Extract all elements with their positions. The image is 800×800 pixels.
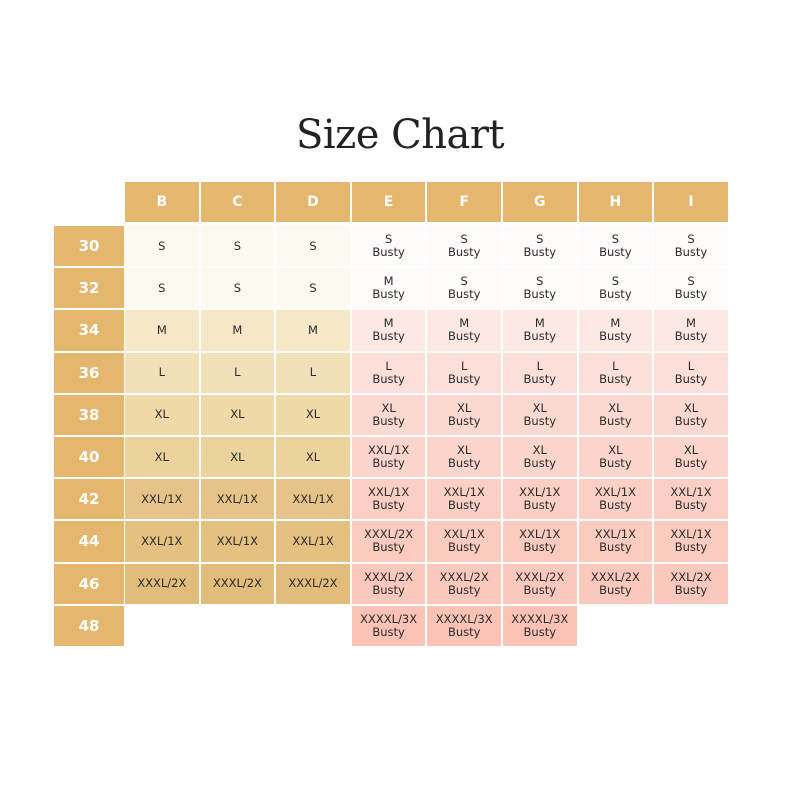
size-cell bbox=[276, 479, 350, 519]
size-cell bbox=[579, 268, 653, 308]
busty-label: Busty bbox=[523, 329, 557, 344]
size-label: S bbox=[687, 274, 695, 289]
size-cell bbox=[352, 268, 426, 308]
size-label: XXL/1X bbox=[443, 527, 485, 542]
size-cell bbox=[276, 353, 350, 393]
size-cell bbox=[503, 564, 577, 604]
size-cell bbox=[201, 437, 275, 477]
size-cell bbox=[201, 268, 275, 308]
size-label: M bbox=[308, 322, 318, 337]
size-cell bbox=[654, 564, 728, 604]
size-label: XXL/1X bbox=[216, 533, 258, 548]
busty-label: Busty bbox=[447, 624, 481, 639]
size-label: XXXL/2X bbox=[364, 527, 414, 542]
size-cell bbox=[125, 310, 199, 350]
row-header-32: 32 bbox=[54, 268, 124, 308]
size-label: M bbox=[534, 316, 545, 331]
size-cell bbox=[125, 437, 199, 477]
busty-label: Busty bbox=[372, 624, 405, 639]
size-label: M bbox=[459, 316, 470, 331]
size-cell bbox=[427, 268, 501, 308]
column-header-d: D bbox=[276, 182, 350, 222]
size-label: S bbox=[233, 280, 242, 295]
size-label: XXXL/2X bbox=[288, 576, 338, 591]
size-cell bbox=[352, 606, 426, 646]
size-cell bbox=[352, 437, 426, 477]
busty-label: Busty bbox=[447, 456, 481, 471]
busty-label: Busty bbox=[674, 371, 708, 386]
column-header-g: G bbox=[503, 182, 577, 222]
busty-label: Busty bbox=[599, 371, 632, 386]
size-label: M bbox=[232, 322, 243, 337]
size-label: S bbox=[611, 274, 620, 289]
size-cell bbox=[352, 479, 426, 519]
size-cell bbox=[654, 437, 728, 477]
size-cell bbox=[503, 310, 577, 350]
size-label: XL bbox=[457, 443, 472, 458]
size-cell bbox=[276, 395, 350, 435]
busty-label: Busty bbox=[372, 498, 405, 513]
size-label: S bbox=[233, 238, 242, 253]
size-label: XL bbox=[683, 400, 699, 415]
size-cell bbox=[427, 226, 501, 266]
column-header-b: B bbox=[125, 182, 199, 222]
size-label: S bbox=[687, 232, 695, 247]
size-cell bbox=[427, 479, 501, 519]
size-label: XXXL/2X bbox=[439, 569, 489, 584]
size-label: XXXXL/3X bbox=[511, 611, 569, 626]
size-label: XXXXL/3X bbox=[435, 611, 493, 626]
size-cell bbox=[276, 521, 350, 561]
size-cell bbox=[503, 395, 577, 435]
size-cell bbox=[125, 479, 199, 519]
busty-label: Busty bbox=[674, 245, 708, 260]
busty-label: Busty bbox=[599, 287, 632, 302]
size-label: XXL/1X bbox=[292, 491, 334, 506]
size-label: XL bbox=[154, 449, 169, 464]
size-label: XXL/1X bbox=[594, 485, 636, 500]
size-cell bbox=[125, 226, 199, 266]
busty-label: Busty bbox=[523, 540, 557, 555]
size-label: S bbox=[536, 232, 544, 247]
busty-label: Busty bbox=[599, 413, 632, 428]
busty-label: Busty bbox=[523, 287, 557, 302]
size-cell bbox=[503, 437, 577, 477]
size-cell bbox=[503, 521, 577, 561]
size-label: L bbox=[612, 358, 619, 373]
row-header-44: 44 bbox=[54, 521, 124, 561]
busty-label: Busty bbox=[674, 498, 708, 513]
size-label: XXL/1X bbox=[519, 485, 561, 500]
busty-label: Busty bbox=[447, 498, 481, 513]
size-cell bbox=[352, 310, 426, 350]
busty-label: Busty bbox=[372, 540, 405, 555]
busty-label: Busty bbox=[523, 498, 557, 513]
size-cell bbox=[201, 564, 275, 604]
size-label: M bbox=[383, 316, 394, 331]
busty-label: Busty bbox=[447, 582, 481, 597]
column-header-i: I bbox=[654, 182, 728, 222]
busty-label: Busty bbox=[372, 582, 405, 597]
size-label: XXL/1X bbox=[216, 491, 258, 506]
size-label: S bbox=[158, 238, 166, 253]
size-label: L bbox=[234, 365, 241, 380]
busty-label: Busty bbox=[674, 540, 708, 555]
size-label: XL bbox=[608, 400, 623, 415]
size-cell bbox=[352, 564, 426, 604]
size-cell bbox=[427, 437, 501, 477]
size-cell bbox=[579, 310, 653, 350]
size-cell bbox=[352, 226, 426, 266]
size-cell bbox=[654, 479, 728, 519]
busty-label: Busty bbox=[372, 371, 405, 386]
size-cell bbox=[579, 353, 653, 393]
size-label: XXL/1X bbox=[670, 485, 712, 500]
size-label: XL bbox=[305, 449, 321, 464]
size-cell bbox=[503, 226, 577, 266]
size-cell bbox=[352, 353, 426, 393]
size-label: XXL/1X bbox=[292, 533, 334, 548]
size-label: L bbox=[687, 358, 695, 373]
size-cell bbox=[579, 521, 653, 561]
size-cell bbox=[654, 353, 728, 393]
busty-label: Busty bbox=[674, 456, 708, 471]
row-header-30: 30 bbox=[54, 226, 124, 266]
size-cell bbox=[276, 437, 350, 477]
size-cell bbox=[125, 564, 199, 604]
row-header-40: 40 bbox=[54, 437, 124, 477]
row-header-46: 46 bbox=[54, 564, 124, 604]
size-label: S bbox=[460, 232, 468, 247]
size-label: XL bbox=[381, 400, 396, 415]
row-header-38: 38 bbox=[54, 395, 124, 435]
size-label: XL bbox=[305, 407, 321, 422]
busty-label: Busty bbox=[599, 245, 632, 260]
size-label: L bbox=[536, 358, 543, 373]
size-cell bbox=[201, 226, 275, 266]
size-label: M bbox=[686, 316, 696, 331]
size-label: XXL/1X bbox=[519, 527, 561, 542]
size-cell bbox=[201, 310, 275, 350]
busty-label: Busty bbox=[447, 540, 481, 555]
size-cell bbox=[654, 521, 728, 561]
size-label: XXL/1X bbox=[141, 533, 183, 548]
size-label: XXXL/2X bbox=[590, 569, 640, 584]
column-header-h: H bbox=[579, 182, 653, 222]
busty-label: Busty bbox=[372, 329, 405, 344]
size-cell bbox=[579, 479, 653, 519]
size-cell bbox=[276, 310, 350, 350]
size-label: XXL/1X bbox=[670, 527, 712, 542]
busty-label: Busty bbox=[372, 456, 405, 471]
size-label: XL bbox=[230, 407, 245, 422]
row-header-34: 34 bbox=[54, 310, 124, 350]
size-label: XL bbox=[154, 407, 169, 422]
size-cell bbox=[503, 268, 577, 308]
column-header-e: E bbox=[352, 182, 426, 222]
size-label: XXL/1X bbox=[141, 491, 183, 506]
size-cell bbox=[503, 353, 577, 393]
size-label: S bbox=[384, 232, 393, 247]
size-cell bbox=[125, 521, 199, 561]
size-label: S bbox=[158, 280, 166, 295]
size-cell bbox=[654, 310, 728, 350]
size-label: S bbox=[536, 274, 544, 289]
size-label: XXXXL/3X bbox=[360, 611, 418, 626]
size-label: L bbox=[158, 365, 165, 380]
size-cell bbox=[276, 268, 350, 308]
column-header-f: F bbox=[427, 182, 501, 222]
size-label: XL bbox=[532, 443, 547, 458]
busty-label: Busty bbox=[599, 456, 632, 471]
size-label: L bbox=[385, 358, 392, 373]
size-cell bbox=[427, 310, 501, 350]
row-header-42: 42 bbox=[54, 479, 124, 519]
busty-label: Busty bbox=[372, 245, 405, 260]
size-label: XL bbox=[683, 443, 699, 458]
size-cell bbox=[654, 395, 728, 435]
busty-label: Busty bbox=[674, 287, 708, 302]
size-cell bbox=[654, 226, 728, 266]
size-label: XXXL/2X bbox=[364, 569, 414, 584]
size-cell bbox=[427, 395, 501, 435]
size-cell bbox=[125, 268, 199, 308]
busty-label: Busty bbox=[372, 413, 405, 428]
size-cell bbox=[427, 521, 501, 561]
size-label: M bbox=[383, 274, 394, 289]
size-cell bbox=[201, 353, 275, 393]
size-label: XXL/1X bbox=[594, 527, 636, 542]
row-header-36: 36 bbox=[54, 353, 124, 393]
busty-label: Busty bbox=[523, 456, 557, 471]
row-header-48: 48 bbox=[54, 606, 124, 646]
size-cell bbox=[201, 479, 275, 519]
size-cell bbox=[579, 226, 653, 266]
busty-label: Busty bbox=[447, 371, 481, 386]
size-label: M bbox=[610, 316, 621, 331]
size-label: S bbox=[611, 232, 620, 247]
size-cell bbox=[427, 564, 501, 604]
size-cell bbox=[503, 606, 577, 646]
busty-label: Busty bbox=[447, 287, 481, 302]
size-cell bbox=[427, 353, 501, 393]
size-label: XXL/1X bbox=[367, 485, 410, 500]
size-label: M bbox=[156, 322, 167, 337]
size-cell bbox=[579, 564, 653, 604]
busty-label: Busty bbox=[674, 329, 708, 344]
size-label: L bbox=[309, 365, 317, 380]
size-label: XXXL/2X bbox=[515, 569, 565, 584]
busty-label: Busty bbox=[599, 582, 632, 597]
size-cell bbox=[276, 564, 350, 604]
size-cell bbox=[125, 353, 199, 393]
chart-title: Size Chart bbox=[295, 112, 505, 158]
size-label: S bbox=[460, 274, 468, 289]
size-cell bbox=[201, 521, 275, 561]
size-label: XL bbox=[608, 443, 623, 458]
size-label: XXL/2X bbox=[670, 569, 712, 584]
size-cell bbox=[352, 395, 426, 435]
size-cell bbox=[579, 437, 653, 477]
size-label: XL bbox=[532, 400, 547, 415]
busty-label: Busty bbox=[599, 498, 632, 513]
size-label: XXXL/2X bbox=[212, 576, 262, 591]
size-label: XXXL/2X bbox=[137, 576, 187, 591]
size-cell bbox=[352, 521, 426, 561]
size-label: XL bbox=[230, 449, 245, 464]
size-cell bbox=[125, 395, 199, 435]
size-label: XL bbox=[457, 400, 472, 415]
busty-label: Busty bbox=[674, 582, 708, 597]
busty-label: Busty bbox=[523, 624, 557, 639]
size-cell bbox=[654, 268, 728, 308]
busty-label: Busty bbox=[523, 413, 557, 428]
busty-label: Busty bbox=[372, 287, 405, 302]
size-cell bbox=[427, 606, 501, 646]
busty-label: Busty bbox=[447, 413, 481, 428]
size-cell bbox=[276, 226, 350, 266]
size-label: XXL/1X bbox=[443, 485, 485, 500]
column-header-c: C bbox=[201, 182, 275, 222]
size-cell bbox=[503, 479, 577, 519]
size-label: L bbox=[460, 358, 468, 373]
size-label: XXL/1X bbox=[367, 443, 410, 458]
size-cell bbox=[201, 395, 275, 435]
busty-label: Busty bbox=[599, 329, 632, 344]
busty-label: Busty bbox=[523, 245, 557, 260]
size-cell bbox=[579, 395, 653, 435]
busty-label: Busty bbox=[523, 582, 557, 597]
busty-label: Busty bbox=[523, 371, 557, 386]
busty-label: Busty bbox=[447, 329, 481, 344]
busty-label: Busty bbox=[447, 245, 481, 260]
size-label: S bbox=[309, 238, 317, 253]
busty-label: Busty bbox=[599, 540, 632, 555]
size-label: S bbox=[309, 280, 317, 295]
busty-label: Busty bbox=[674, 413, 708, 428]
